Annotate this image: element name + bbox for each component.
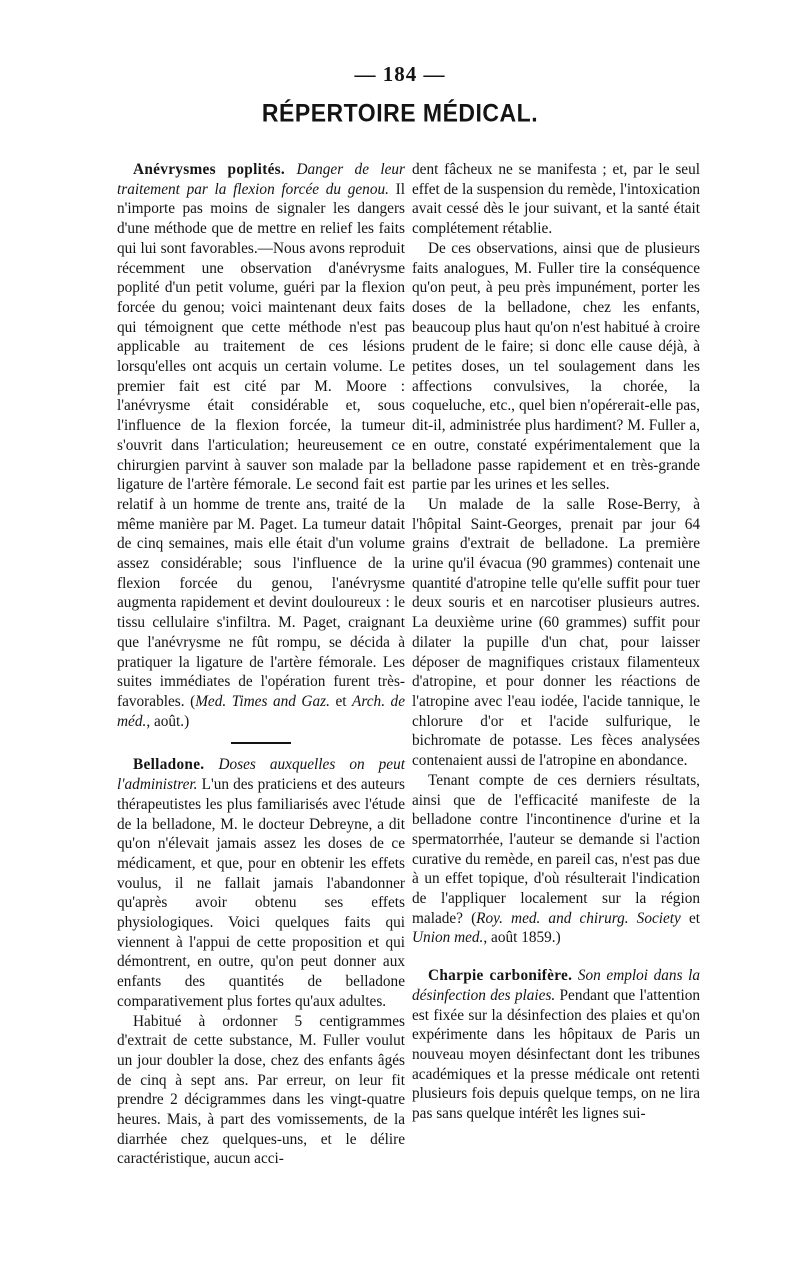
entry-title-anevrysmes: Anévrysmes poplités. xyxy=(133,161,286,178)
entry-body-anevrysmes: Il n'importe pas moins de signaler les dangers d'une méthode que de mettre en relief les faits qui lui sont favorables.—Nous avons reproduit récemment une observation d'anévrysme poplité d'un petit volume, guéri par la flexion forcée du genou; voici maintenant deux faits qui témoignent que cette méthode n'est pas applicable au traitement de ces lésions lorsqu'elles ont acquis un certain volume. Le premier fait est cité par M. Moore : l'anévrysme était considérable et, sous l'influence de la flexion forcée, la tumeur s'ouvrit dans l'articulation; heureusement ce chirurgien parvint à sauver son malade par la ligature de l'artère fémorale. Le second fait est relatif à un homme de trente ans, traité de la même manière par M. Paget. La tumeur datait de cinq semaines, mais elle était d'un volume assez considérable; sous l'influence de la flexion forcée du genou, l'anévrysme augmenta rapidement et devint douloureux : le tissu cellulaire s'infiltra. M. Paget, craignant que l'anévrysme ne fût rompu, se décida à pratiquer la ligature de l'artère fémorale. Les suites immédiates de l'opération furent très-favorables. xyxy=(117,180,405,710)
ref-close: , août.) xyxy=(146,712,190,730)
page-number: — 184 — xyxy=(354,62,446,86)
entry-anevrysmes xyxy=(117,160,405,731)
ref-journal-1: Med. Times and Gaz. xyxy=(195,692,330,710)
entry-subtitle-charpie: Son emploi dans la désinfection des plaies. xyxy=(412,967,701,1004)
entry-belladone xyxy=(117,755,405,1011)
ref-journal-1: Roy. med. and chirurg. Society xyxy=(476,909,681,927)
section-gap xyxy=(412,948,700,966)
paragraph-results xyxy=(412,771,700,948)
paragraph-continued: dent fâcheux ne se manifesta ; et, par le seul effet de la suspension du remède, l'intoxication avait cessé dès le jour suivant, et la santé était complétement rétablie. xyxy=(412,161,700,238)
ref-journal-2: Arch. de méd. xyxy=(117,692,405,730)
ref-journal-2: Union med. xyxy=(412,929,484,947)
paragraph-fuller-conclusion: De ces observations, ainsi que de plusieurs faits analogues, M. Fuller tire la conséquence qu'on peut, à peu près impunément, porter les doses de la belladone, chez les enfants, beaucoup plus haut qu'on n'est habitué à croire prudent de le faire; si donc elle cause déjà, à petites doses, un tel soulagement dans les affections convulsives, la chorée, la coqueluche, etc., quel bien n'opérerait-elle pas, dit-il, administrée plus hardiment? M. Fuller a, en outre, constaté expérimentalement que la belladone passe rapidement et en très-grande partie par les urines et les selles. xyxy=(412,239,700,494)
entry-body-charpie: Pendant que l'attention est fixée sur la désinfection des plaies et qu'on expérimente dans les hôpitaux de Paris un nouveau moyen désinfectant dont les tribunes académiques et la presse médicale ont retenti plusieurs fois depuis quelque temps, on ne lira pas sans quelque intérêt les lignes sui- xyxy=(412,986,701,1123)
entry-title-charpie: Charpie carbonifère. xyxy=(428,967,573,985)
paragraph-rose-berry: Un malade de la salle Rose-Berry, à l'hôpital Saint-Georges, prenait par jour 64 grains d'extrait de belladone. La première urine qu'il évacua (90 grammes) contenait une quantité d'atropine telle qu'elle suffit pour tuer deux souris et en narcotiser plusieurs autres. La deuxième urine (60 grammes) suffit pour dilater la pupille d'un chat, pour laisser déposer de magnifiques cristaux filamenteux d'atropine, et pour donner les réactions de l'atropine avec l'eau iodée, l'acide tannique, le chlorure d'or et l'acide sulfurique, le bichromate de potasse. Les fèces analysées contenaient aussi de l'atropine en abondance. xyxy=(412,495,700,770)
paragraph-results-text: Tenant compte de ces derniers résultats, ainsi que de l'efficacité manifeste de la belladone contre l'incontinence d'urine et la spermatorrhée, l'auteur se demande si l'action curative du remède, en pareil cas, n'est pas due à un effet topique, d'où résulterait l'indication de l'appliquer localement sur la région malade? xyxy=(412,771,700,927)
right-column xyxy=(412,160,700,1124)
left-column xyxy=(117,160,405,1169)
paragraph-belladone-2: Habitué à ordonner 5 centigrammes d'extrait de cette substance, M. Fuller voulut un jour doubler la dose, chez des enfants âgés de cinq à sept ans. Par erreur, on leur fit prendre 2 décigrammes dans les vingt-quatre heures. Mais, à part des vomissements, de la diarrhée chez quelques-uns, et le délire caractéristique, aucun acci- xyxy=(117,1012,405,1168)
ref-open: ( xyxy=(471,909,477,927)
entry-charpie xyxy=(412,966,700,1124)
ref-open: ( xyxy=(190,692,196,710)
entry-body-belladone: L'un des praticiens et des auteurs thérapeutistes les plus familiarisés avec l'étude de la belladone, M. le docteur Debreyne, a dit qu'on n'élevait jamais assez les doses de ce médicament, et que, pour en obtenir les effets voulus, il ne fallait jamais l'abandonner qu'après avoir obtenu ses effets physiologiques. Voici quelques faits qui viennent à l'appui de cette proposition et qui démontrent, en outre, qu'on peut donner aux enfants des quantités de belladone comparativement plus fortes qu'aux adultes. xyxy=(117,776,405,1010)
section-separator xyxy=(231,742,291,744)
entry-subtitle-anevrysmes: Danger de leur traitement par la flexion forcée du genou. xyxy=(117,161,405,198)
running-head: RÉPERTOIRE MÉDICAL. xyxy=(261,98,539,127)
entry-title-belladone: Belladone. xyxy=(133,756,205,774)
ref-mid: et xyxy=(329,692,353,710)
ref-mid: et xyxy=(680,909,700,927)
entry-subtitle-belladone: Doses auxquelles on peut l'administrer. xyxy=(117,756,405,794)
ref-close: , août 1859.) xyxy=(483,929,561,947)
